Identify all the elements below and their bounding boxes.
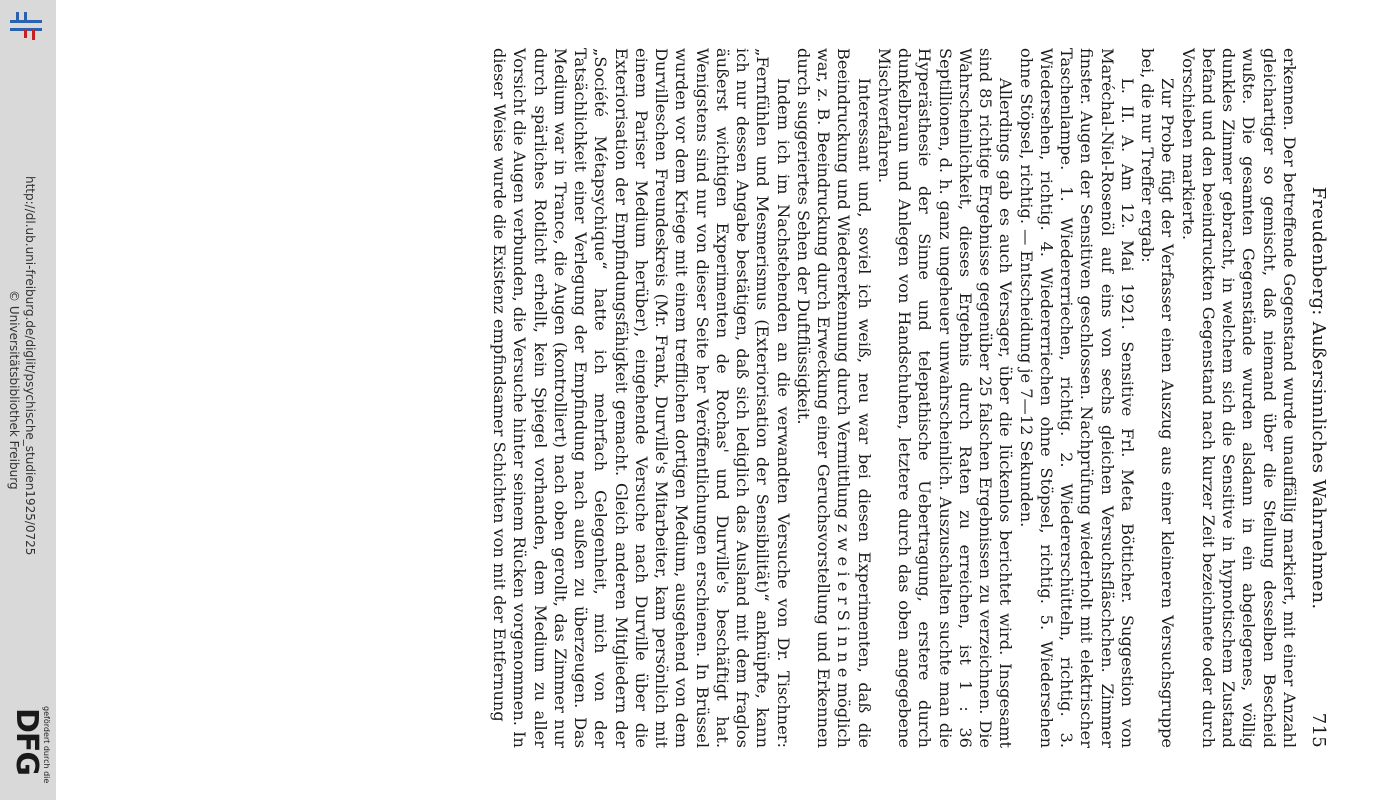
running-header [1303,48,1331,748]
paragraph: Zur Probe fügt der Verfasser einen Auszug aus einer kleineren Versuchsgruppe bei, die nur Treffer ergab: [1138,48,1178,748]
paragraph: erkennen. Der betreffende Gegenstand wurde unauffällig markiert, mit einer Anzahl gleichartiger so gemischt, daß niemand über die Stellung desselben Bescheid wußte. Die gesamten Gegenstände wurden alsdann in ein abgelegenes, völlig dunkles Zimmer gebracht, in welchem sich die Sensitive in hypnotischem Zustand befand und den beeindruckten Gegenstand nach kurzer Zeit bezeichnete oder durch Vorschieben markierte. [1178,48,1299,748]
viewer-sidebar [0,0,56,800]
funding-caption: gefördert durch die [42,706,51,784]
paragraph: Interessant und, soviel ich weiß, neu war bei diesen Experimenten, daß die Beeindruckung und Wiedererkennung durch Vermittlung z w e i e r S i n n e möglich war, z. B. Beeindruckung durch Erweckung einer Geruchsvorstellung und Erkennen durch suggeriertes Sehen der Duftflüssigkeit. [794,48,874,748]
source-url-link[interactable]: http://dl.ub.uni-freiburg.de/diglit/psychische_studien1925/0725 [23,176,37,556]
page-number: 715 [1308,712,1329,748]
paragraph: Indem ich im Nachstehenden an die verwandten Versuche von Dr. Tischner: „Fernfühlen und Mesmerismus (Exteriorisation der Sensibilität)“ anknüpfte, kann ich nur dessen Angabe bestätigen, daß sich lediglich das Ausland mit dem fraglos äußerst wichtigen Experimenten de Rochas' und Durville's beschäftigt hat. Wenigstens sind nur von dieser Seite her Veröffentlichungen erschienen. In Brüssel wurden vor dem Kriege mit einem trefflichen dortigen Medium, ausgehend von dem Durvilleschen Freundeskreis (Mr. Frank, Durville's Mitarbeiter, kam persönlich mit einem Pariser Medium herüber), eingehende Versuche nach Durville über die Exteriorisation der Empfindungsfähigkeit gemacht. Gleich anderen Mitgliedern der „Société Métapsychique“ hatte ich mehrfach Gelegenheit, mich von der Tatsächlichkeit einer Verlegung der Empfindung nach außen zu überzeugen. Das Medium war in Trance, die Augen (kontrolliert) nach oben gerollt, das Zimmer nur durch spärliches Rotlicht erhellt, kein Spiegel vorhanden, dem Medium zu aller Vorsicht die Augen verbunden, die Versuche hinter seinem Rücken vorgenommen. In dieser Weise wurde die Existenz empfindsamer Schichten von mit der Entfernung [490,48,793,748]
page-content [191,48,1331,748]
dfg-logo: DFG [9,708,44,776]
running-title: Freudenberg: Außersinnliches Wahrnehmen. [1308,186,1329,610]
paragraph: L. II. A. Am 12. Mai 1921. Sensitive Frl. Meta Bötticher. Suggestion von Maréchal-Niel-Rosenöl auf eins von sechs gleichen Versuchsfläschchen. Zimmer finster. Augen der Sensitiven geschlossen. Nachprüfung wiederholt mit elektrischer Taschenlampe. 1. Wiedererriechen, richtig. 2. Wiedererschütteln, richtig. 3. Wiedersehen, richtig. 4. Wiedererriechen ohne Stöpsel, richtig. 5. Wiedersehen ohne Stöpsel, richtig. — Entscheidung je 7—12 Sekunden. [1016,48,1137,748]
paragraph: Allerdings gab es auch Versager, über die lückenlos berichtet wird. Insgesamt sind 85 richtige Ergebnisse gegenüber 25 falschen Ergebnissen zu verzeichnen. Die Wahrscheinlichkeit, dieses Ergebnis durch Raten zu erreichen, ist 1 : 36 Septillionen, d. h. ganz ungeheuer unwahrscheinlich. Auszuschalten suchte man die Hyperästhesie der Sinne und telepathische Uebertragung, erstere durch dunkelbraun und Anlegen von Handschuhen, letztere durch das oben angegebene Mischverfahren. [875,48,1016,748]
scanned-page [56,0,1381,800]
copyright-notice: © Universitätsbibliothek Freiburg [7,290,21,490]
library-logo-icon [6,6,46,46]
body-text [489,48,1299,748]
